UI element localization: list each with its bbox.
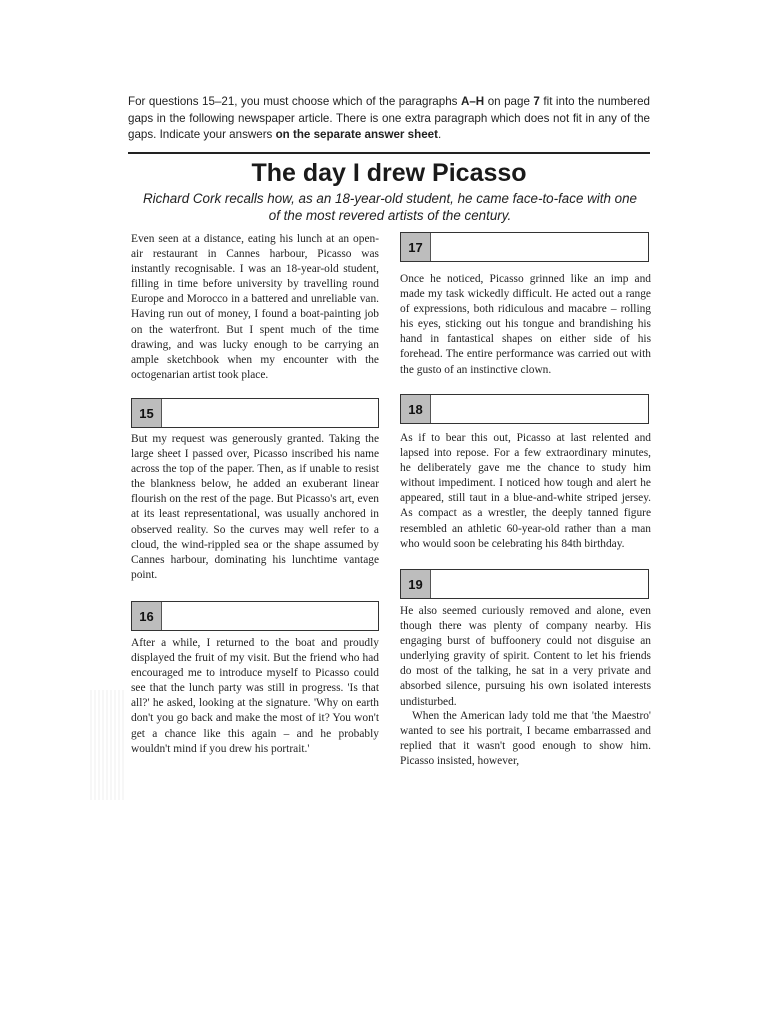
instructions-bold-answer-sheet: on the separate answer sheet [275,128,438,141]
paragraph-request-granted: But my request was generously granted. Taking the large sheet I passed over, Picasso inscribed his name across the top of the paper. Then, as if unable to resist the blankness below, he added an exuberant linear flourish on the rest of the page. But Picasso's art, even at its least representational, was usually anchored in observed reality. So the curves may well refer to a cloud, the wind-rippled sea or the shape assumed by Cannes harbour, dominating his lunchtime vantage point. [131,433,379,581]
instructions-bold-page: 7 [533,95,540,108]
gap-box-19[interactable] [400,569,649,599]
instructions-text: . [437,128,442,141]
gap-box-16[interactable] [131,601,379,631]
divider-rule [128,152,650,154]
scan-shadow [90,690,124,800]
instructions-bold-range: A–H [460,95,485,108]
paragraph-intro: Even seen at a distance, eating his lunch at an open-air restaurant in Cannes harbour, Picasso was instantly recognisable. I was an 18-year-old student, filling in time before university by travelling round Europe and Morocco in a battered and unreliable van. Having run out of money, I found a boat-painting job on the waterfront. But I spent much of the time drawing, and was lucky enough to be carrying an ample sketchbook when my encounter with the octogenarian artist took place. [131,233,379,381]
gap-number-19: 19 [401,570,431,598]
paragraph-removed-and-alone: He also seemed curiously removed and alone, even though there was plenty of company nearby. His engaging burst of buffoonery could not disguise an underlying gravity of spirit. Content to let his friends do most of the talking, he sat in a very private and absorbed silence, pursuing his own isolated interests undisturbed. [400,605,651,708]
instructions [128,94,650,144]
gap-box-15[interactable] [131,398,379,428]
instructions-text: fit into the numbered gaps in the following newspaper article. There is one extra paragraph which does not fit in any of the gaps. Indicate your answers [128,95,650,141]
instructions-text: on page [484,95,534,108]
gap-box-17[interactable] [400,232,649,262]
gap-number-17: 17 [401,233,431,261]
gap-box-18[interactable] [400,394,649,424]
paragraph-american-lady: When the American lady told me that 'the Maestro' wanted to see his portrait, I became embarrassed and replied that it wasn't good enough to show him. Picasso insisted, however, [400,710,651,768]
gap-number-18: 18 [401,395,431,423]
article-subtitle: Richard Cork recalls how, as an 18-year-old student, he came face-to-face with one of the most revered artists of the century. [143,191,637,223]
paragraph-picasso-grinned: Once he noticed, Picasso grinned like an imp and made my task wickedly difficult. He acted out a range of expressions, both ridiculous and macabre – rolling his eyes, sticking out his tongue and brandishing his hand in fantastical shapes on either side of his forehead. The entire performance was carried out with the gusto of an instinctive clown. [400,273,651,376]
article-title: The day I drew Picasso [251,159,527,187]
gap-number-15: 15 [132,399,162,427]
gap-number-16: 16 [132,602,162,630]
paragraph-returned-to-boat: After a while, I returned to the boat and proudly displayed the fruit of my visit. But the friend who had encouraged me to introduce myself to Picasso could see that the lunch party was still in progress. 'Is that all?' he asked, looking at the signature. 'Why on earth don't you go back and make the most of it? You won't get a chance like this again – and he probably wouldn't mind if you drew his portrait.' [131,637,379,755]
paragraph-lapsed-into-repose: As if to bear this out, Picasso at last relented and lapsed into repose. For a few extraordinary minutes, he deliberately gave me the chance to study him without impediment. I noticed how tough and alert he appeared, still taut in a blue-and-white striped jersey. As compact as a wrestler, the deeply tanned figure resembled an athletic 60-year-old rather than a man who would soon be celebrating his 84th birthday. [400,432,651,550]
instructions-text: For questions 15–21, you must choose which of the paragraphs [128,95,461,108]
